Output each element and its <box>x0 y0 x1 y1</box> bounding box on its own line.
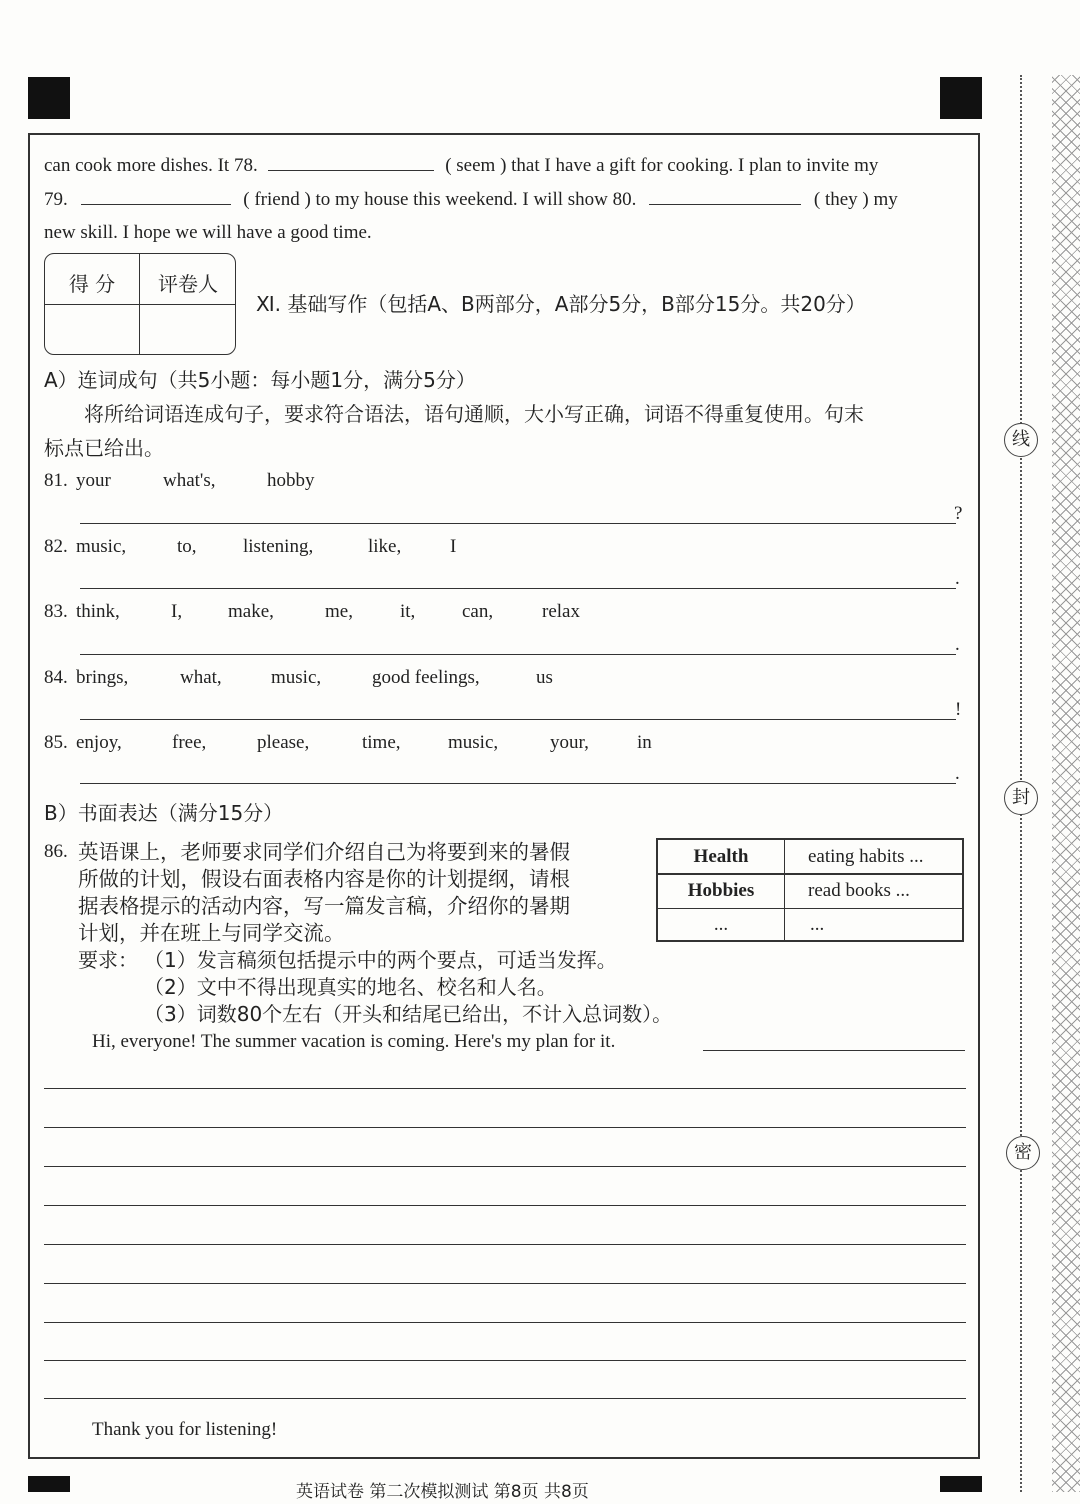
corner-marker-top-right <box>940 77 982 119</box>
requirements-label: 要求： <box>78 948 138 972</box>
part-a-instruction: 标点已给出。 <box>44 436 164 460</box>
end-punctuation: . <box>955 763 960 784</box>
passage-text: ( they ) my <box>813 189 898 210</box>
question-word: your <box>76 470 111 491</box>
question-word: time, <box>362 732 401 753</box>
question-word: it, <box>400 601 416 622</box>
question-word: brings, <box>76 667 129 688</box>
requirement-item: （1）发言稿须包括提示中的两个要点，可适当发挥。 <box>144 948 617 972</box>
score-label: 得 分 <box>68 272 116 296</box>
score-box <box>44 253 236 355</box>
question-word: I <box>450 536 457 557</box>
passage-text: ( seem ) that I have a gift for cooking. I plan to invite my <box>445 155 879 176</box>
essay-closing: Thank you for listening! <box>92 1419 278 1440</box>
essay-writing-line[interactable] <box>44 1088 966 1089</box>
question-number: 85. <box>44 732 68 753</box>
question-word: relax <box>542 601 580 622</box>
corner-marker-top-left <box>28 77 70 119</box>
part-b-prompt: 据表格提示的活动内容，写一篇发言稿，介绍你的暑期 <box>78 894 570 918</box>
essay-writing-line[interactable] <box>44 1127 966 1128</box>
end-punctuation: . <box>955 568 960 589</box>
end-punctuation: ? <box>954 503 963 524</box>
table-value: read books ... <box>808 880 910 901</box>
question-number: 81. <box>44 470 68 491</box>
question-word: listening, <box>243 536 314 557</box>
seal-seal-label: 封 <box>1004 781 1038 815</box>
table-value: eating habits ... <box>808 846 924 867</box>
table-key: Hobbies <box>687 880 755 901</box>
question-word: enjoy, <box>76 732 122 753</box>
question-word: what's, <box>163 470 216 491</box>
answer-blank-78[interactable] <box>268 152 434 171</box>
section-title: Ⅺ. 基础写作（包括A、B两部分，A部分5分，B部分15分。共20分） <box>256 292 866 316</box>
question-word: like, <box>368 536 402 557</box>
question-word: free, <box>172 732 207 753</box>
answer-line-85[interactable] <box>80 783 956 784</box>
passage-text: 79. <box>44 189 68 210</box>
essay-writing-line[interactable] <box>44 1244 966 1245</box>
question-word: hobby <box>267 470 315 491</box>
essay-writing-line[interactable] <box>44 1322 966 1323</box>
seal-line-label: 线 <box>1004 423 1038 457</box>
answer-line-83[interactable] <box>80 654 956 655</box>
essay-first-line[interactable] <box>703 1050 965 1051</box>
part-a-title: A）连词成句（共5小题：每小题1分，满分5分） <box>44 368 476 392</box>
corner-marker-bottom-left <box>28 1476 70 1492</box>
requirement-item: （3）词数80个左右（开头和结尾已给出，不计入总词数）。 <box>144 1002 673 1026</box>
table-value: ... <box>810 914 825 935</box>
question-word: music, <box>448 732 499 753</box>
grader-input-cell[interactable] <box>141 306 235 354</box>
question-word: please, <box>257 732 310 753</box>
question-word: think, <box>76 601 120 622</box>
part-a-instruction: 将所给词语连成句子，要求符合语法，语句通顺，大小写正确，词语不得重复使用。句末 <box>84 402 864 426</box>
score-input-cell[interactable] <box>45 306 139 354</box>
essay-opening: Hi, everyone! The summer vacation is coming. Here's my plan for it. <box>92 1031 616 1052</box>
question-number: 86. <box>44 841 68 862</box>
answer-blank-79[interactable] <box>81 186 231 205</box>
binding-lattice-pattern <box>1052 75 1080 1492</box>
end-punctuation: . <box>955 634 960 655</box>
seal-secret-label: 密 <box>1006 1136 1040 1170</box>
requirement-item: （2）文中不得出现真实的地名、校名和人名。 <box>144 975 557 999</box>
part-b-prompt: 英语课上，老师要求同学们介绍自己为将要到来的暑假 <box>78 840 570 864</box>
passage-text: can cook more dishes. It 78. <box>44 155 258 176</box>
essay-writing-line[interactable] <box>44 1205 966 1206</box>
question-word: us <box>536 667 553 688</box>
answer-line-82[interactable] <box>80 588 956 589</box>
passage-text: ( friend ) to my house this weekend. I will show 80. <box>243 189 637 210</box>
essay-writing-line[interactable] <box>44 1398 966 1399</box>
question-word: me, <box>325 601 353 622</box>
question-word: make, <box>228 601 274 622</box>
page-footer: 英语试卷 第二次模拟测试 第8页 共8页 <box>296 1482 589 1502</box>
part-b-prompt: 计划，并在班上与同学交流。 <box>78 921 345 945</box>
question-word: in <box>637 732 652 753</box>
question-word: what, <box>180 667 222 688</box>
question-word: music, <box>271 667 322 688</box>
grader-label: 评卷人 <box>158 272 218 296</box>
question-number: 84. <box>44 667 68 688</box>
answer-line-81[interactable] <box>80 523 956 524</box>
part-b-title: B）书面表达（满分15分） <box>44 801 284 825</box>
passage-line-2 <box>44 186 898 212</box>
essay-writing-line[interactable] <box>44 1166 966 1167</box>
question-word: I, <box>171 601 183 622</box>
corner-marker-bottom-right <box>940 1476 982 1492</box>
question-word: can, <box>462 601 494 622</box>
answer-line-84[interactable] <box>80 719 956 720</box>
answer-blank-80[interactable] <box>649 186 801 205</box>
table-key: Health <box>693 846 749 867</box>
question-number: 83. <box>44 601 68 622</box>
end-punctuation: ! <box>955 699 962 720</box>
essay-writing-line[interactable] <box>44 1283 966 1284</box>
question-number: 82. <box>44 536 68 557</box>
question-word: your, <box>550 732 589 753</box>
question-word: to, <box>177 536 197 557</box>
plan-table <box>656 838 964 942</box>
question-word: good feelings, <box>372 667 480 688</box>
essay-writing-line[interactable] <box>44 1360 966 1361</box>
passage-line-3: new skill. I hope we will have a good time. <box>44 222 372 243</box>
part-b-prompt: 所做的计划，假设右面表格内容是你的计划提纲，请根 <box>78 867 570 891</box>
passage-line-1 <box>44 152 878 178</box>
question-word: music, <box>76 536 127 557</box>
table-key: ... <box>713 914 729 935</box>
